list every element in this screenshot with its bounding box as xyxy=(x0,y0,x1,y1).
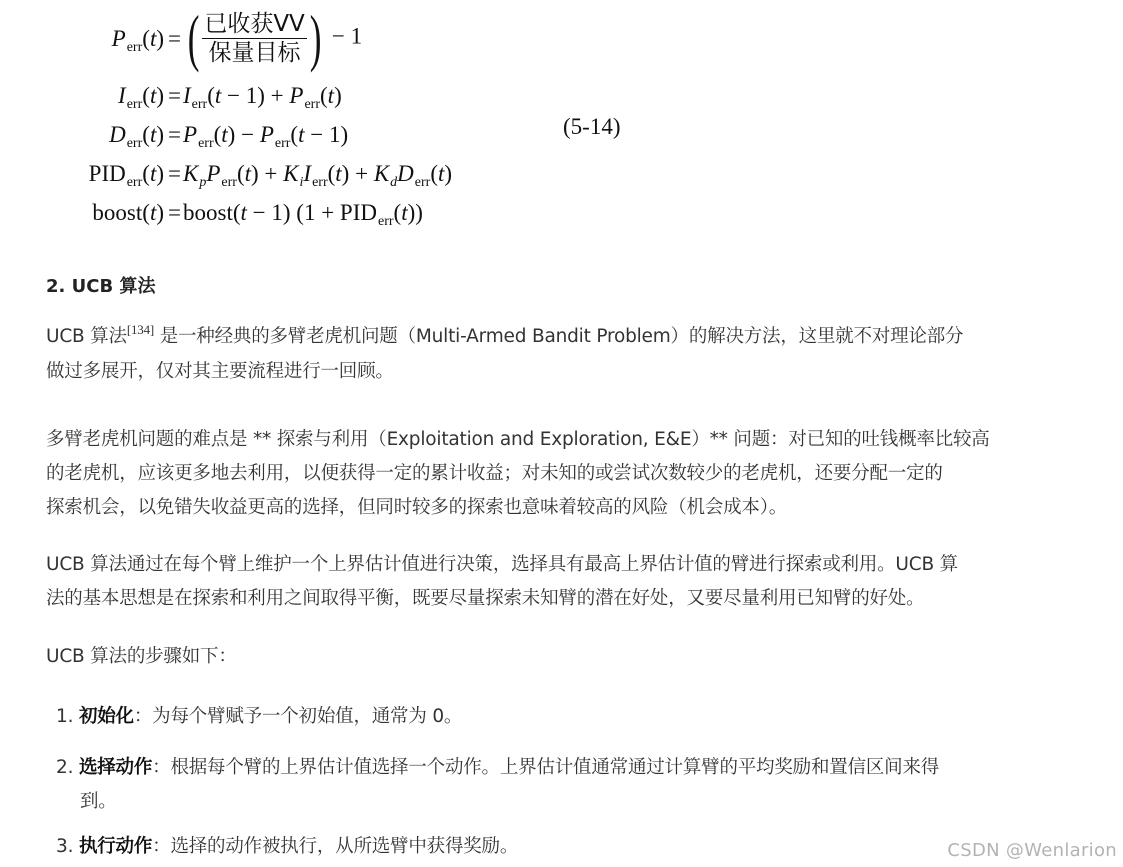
equation-block xyxy=(0,0,700,240)
fraction xyxy=(202,10,306,67)
fraction-numerator: 已收获VV xyxy=(204,10,305,37)
equation-number: (5-14) xyxy=(563,114,621,139)
paragraph-ucb-idea: UCB 算法通过在每个臂上维护一个上界估计值进行决策，选择具有最高上界估计值的臂进行探索或利用。UCB 算 法的基本思想是在探索和利用之间取得平衡，既要尽量探索未知臂的潜在好处，又要尽量利用已知臂的好处。 xyxy=(46,554,958,609)
equation-row-p-err: $P_{err}(t)$ = ( $\frac{\text{已收获VV}}{\text{保量目标}}$ ) − 1 xyxy=(111,2,363,73)
section-heading: 2. UCB 算法 xyxy=(46,276,156,297)
equation-rhs: ( $\frac{\text{已收获VV}}{\text{保量目标}}$ ) − 1 xyxy=(187,2,363,73)
citation-ref[interactable]: [134] xyxy=(126,322,155,337)
list-item: 2. 选择动作：根据每个臂的上界估计值选择一个动作。上界估计值通常通过计算臂的平均奖励和置信区间来得 到。 xyxy=(56,757,940,812)
equation-row-d-err: $D_{err}(t)$ = $P_{err}(t) - P_{err}(t - 1)$ xyxy=(109,122,349,151)
watermark: CSDN @Wenlarion xyxy=(947,840,1117,861)
equation-row-pid-err: $PID_{err}(t)$ = $K_pP_{err}(t) + K_iI_{err}(t) + K_dD_{err}(t)$ xyxy=(88,161,453,190)
fraction-denominator: 保量目标 xyxy=(208,39,301,66)
equation-row-boost: boost(t) = boost(t − 1) $(1 + PID_{err}(t))$ xyxy=(92,200,423,229)
list-item: 1. 初始化：为每个臂赋予一个初始值，通常为 0。 xyxy=(56,706,463,727)
paragraph-mab-difficulty: 多臂老虎机问题的难点是 ** 探索与利用（Exploitation and Exploration, E&E）** 问题：对已知的吐钱概率比较高 的老虎机，应该更多地去利用，以便获得一定的累计收益；对未知的或尝试次数较少的老虎机，还要分配一定的 探索机会，以免错失收益更高的选择，但同时较多的探索也意味着较高的风险（机会成本）。 xyxy=(46,429,990,518)
equation-lhs: $P_{err}(t)$ xyxy=(111,26,164,55)
paragraph-ucb-intro: UCB 算法[134] 是一种经典的多臂老虎机问题（Multi-Armed Bandit Problem）的解决方法，这里就不对理论部分 做过多展开，仅对其主要流程进行一回顾。 xyxy=(46,322,964,382)
list-item: 3. 执行动作：选择的动作被执行，从所选臂中获得奖励。 xyxy=(56,836,519,857)
paragraph-steps-intro: UCB 算法的步骤如下： xyxy=(46,646,237,667)
equation-row-i-err: $I_{err}(t)$ = $I_{err}(t - 1) + P_{err}(t)$ xyxy=(118,83,342,112)
